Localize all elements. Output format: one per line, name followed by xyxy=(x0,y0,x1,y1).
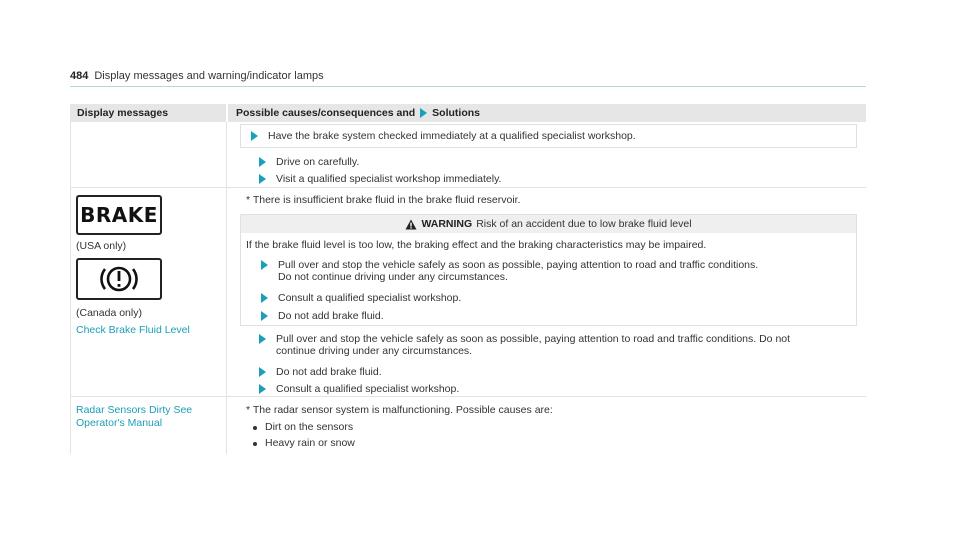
arrow-right-icon xyxy=(259,384,266,394)
messages-table xyxy=(70,104,866,454)
arrow-right-icon xyxy=(251,131,258,141)
row-divider xyxy=(70,187,866,188)
brake-warning-icon xyxy=(76,195,162,235)
list-item xyxy=(253,421,353,433)
bullet-icon xyxy=(253,426,257,430)
arrow-right-icon xyxy=(261,293,268,303)
solution-text: Have the brake system checked immediately at a qualified specialist workshop. xyxy=(268,130,636,142)
arrow-right-icon xyxy=(420,108,427,118)
solution-item xyxy=(259,366,382,378)
column-header-causes-solutions xyxy=(228,104,866,122)
solution-text: Pull over and stop the vehicle safely as soon as possible, paying attention to road and traffic conditions. Do not xyxy=(276,333,791,345)
warning-text: If the brake fluid level is too low, the braking effect and the braking characteristics may be impaired. xyxy=(246,239,707,251)
warning-title: WARNING xyxy=(421,218,473,230)
solution-item xyxy=(259,333,790,357)
page-number: 484 xyxy=(70,70,89,82)
solution-item xyxy=(259,383,459,395)
brake-circle-icon xyxy=(76,258,162,300)
page-title: Display messages and warning/indicator lamps xyxy=(94,70,324,82)
canada-only-label: (Canada only) xyxy=(76,307,142,319)
table-left-border xyxy=(70,122,71,454)
page-header xyxy=(70,70,870,82)
causes-header-label: Possible causes/consequences and xyxy=(236,107,416,119)
warning-step-text: Do not add brake fluid. xyxy=(278,310,384,322)
warning-header xyxy=(241,215,856,233)
usa-only-label: (USA only) xyxy=(76,240,127,252)
warning-step-text: Do not continue driving under any circumstances. xyxy=(278,271,508,283)
solution-text: Drive on carefully. xyxy=(276,156,360,168)
list-item xyxy=(253,437,355,449)
list-item-text: Dirt on the sensors xyxy=(265,421,354,433)
bullet-icon xyxy=(253,442,257,446)
solution-item xyxy=(259,173,501,185)
boxed-solution xyxy=(240,124,857,148)
radar-message-line: Operator's Manual xyxy=(76,417,163,429)
display-message-brake-fluid: Check Brake Fluid Level xyxy=(76,324,190,336)
solution-text: Consult a qualified specialist workshop. xyxy=(276,383,460,395)
cause-text: * There is insufficient brake fluid in the brake fluid reservoir. xyxy=(246,194,521,206)
solution-text: continue driving under any circumstances. xyxy=(276,345,473,357)
warning-triangle-icon xyxy=(405,219,417,230)
warning-step xyxy=(261,292,461,304)
arrow-right-icon xyxy=(261,311,268,321)
display-message-radar xyxy=(76,404,192,430)
solution-text: Visit a qualified specialist workshop immediately. xyxy=(276,173,502,185)
warning-step-text: Pull over and stop the vehicle safely as soon as possible, paying attention to road and traffic conditions. xyxy=(278,259,759,271)
header-divider xyxy=(70,86,866,87)
list-item-text: Heavy rain or snow xyxy=(265,437,355,449)
solution-text: Do not add brake fluid. xyxy=(276,366,382,378)
arrow-right-icon xyxy=(261,260,268,270)
warning-box xyxy=(240,214,857,326)
solution-item xyxy=(259,156,359,168)
solutions-header-label: Solutions xyxy=(432,107,481,119)
warning-step-text: Consult a qualified specialist workshop. xyxy=(278,292,462,304)
cause-text: * The radar sensor system is malfunctioning. Possible causes are: xyxy=(246,404,553,416)
warning-subtitle: Risk of an accident due to low brake fluid level xyxy=(476,218,692,230)
warning-step xyxy=(261,259,758,283)
column-header-display-messages: Display messages xyxy=(70,104,226,122)
column-divider xyxy=(226,122,227,454)
arrow-right-icon xyxy=(259,334,266,344)
arrow-right-icon xyxy=(259,174,266,184)
arrow-right-icon xyxy=(259,157,266,167)
row-divider xyxy=(70,396,866,397)
radar-message-line: Radar Sensors Dirty See xyxy=(76,404,193,416)
warning-step xyxy=(261,310,384,322)
arrow-right-icon xyxy=(259,367,266,377)
brake-badge-text: BRAKE xyxy=(80,203,158,227)
